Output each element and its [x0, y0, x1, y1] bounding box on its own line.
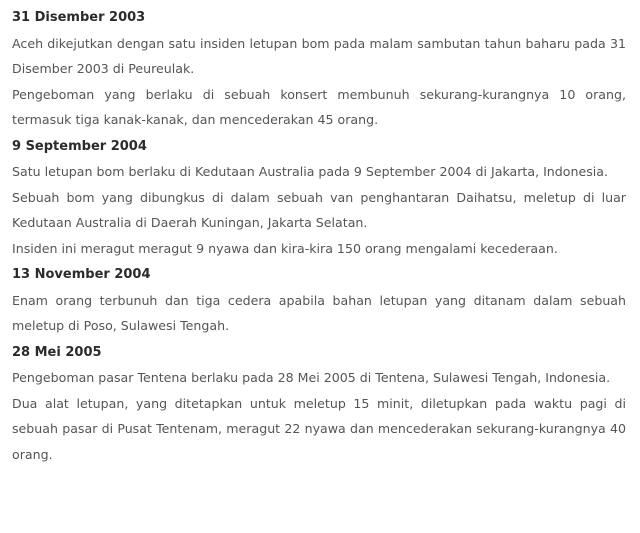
date-heading: 13 November 2004 [12, 267, 151, 282]
paragraph: Sebuah bom yang dibungkus di dalam sebuah van penghantaran Daihatsu, meletup di luar Kedutaan Australia di Daerah Kuningan, Jakarta Selatan. [12, 189, 626, 230]
date-heading: 9 September 2004 [12, 138, 147, 154]
paragraph: Pengeboman pasar Tentena berlaku pada 28 Mei 2005 di Tentena, Sulawesi Tengah, Indonesia. [12, 370, 611, 385]
paragraph: Aceh dikejutkan dengan satu insiden letupan bom pada malam sambutan tahun baharu pada 31 Disember 2003 di Peureulak. [12, 35, 626, 76]
paragraph: Pengeboman yang berlaku di sebuah konsert membunuh sekurang-kurangnya 10 orang, termasuk tiga kanak-kanak, dan mencederakan 45 orang. [12, 86, 626, 127]
date-heading: 31 Disember 2003 [12, 10, 146, 25]
date-heading: 28 Mei 2005 [12, 344, 102, 360]
paragraph: Dua alat letupan, yang ditetapkan untuk meletup 15 minit, diletupkan pada waktu pagi di sebuah pasar di Pusat Tentenam, meragut 22 nyawa dan mencederakan sekurang-kurangnya 40 orang. [12, 395, 626, 462]
paragraph: Insiden ini meragut meragut 9 nyawa dan kira-kira 150 orang mengalami kecederaan. [12, 240, 558, 256]
paragraph: Satu letupan bom berlaku di Kedutaan Australia pada 9 September 2004 di Jakarta, Indonesia. [12, 164, 608, 179]
paragraph: Enam orang terbunuh dan tiga cedera apabila bahan letupan yang ditanam dalam sebuah meletup di Poso, Sulawesi Tengah. [12, 292, 626, 333]
